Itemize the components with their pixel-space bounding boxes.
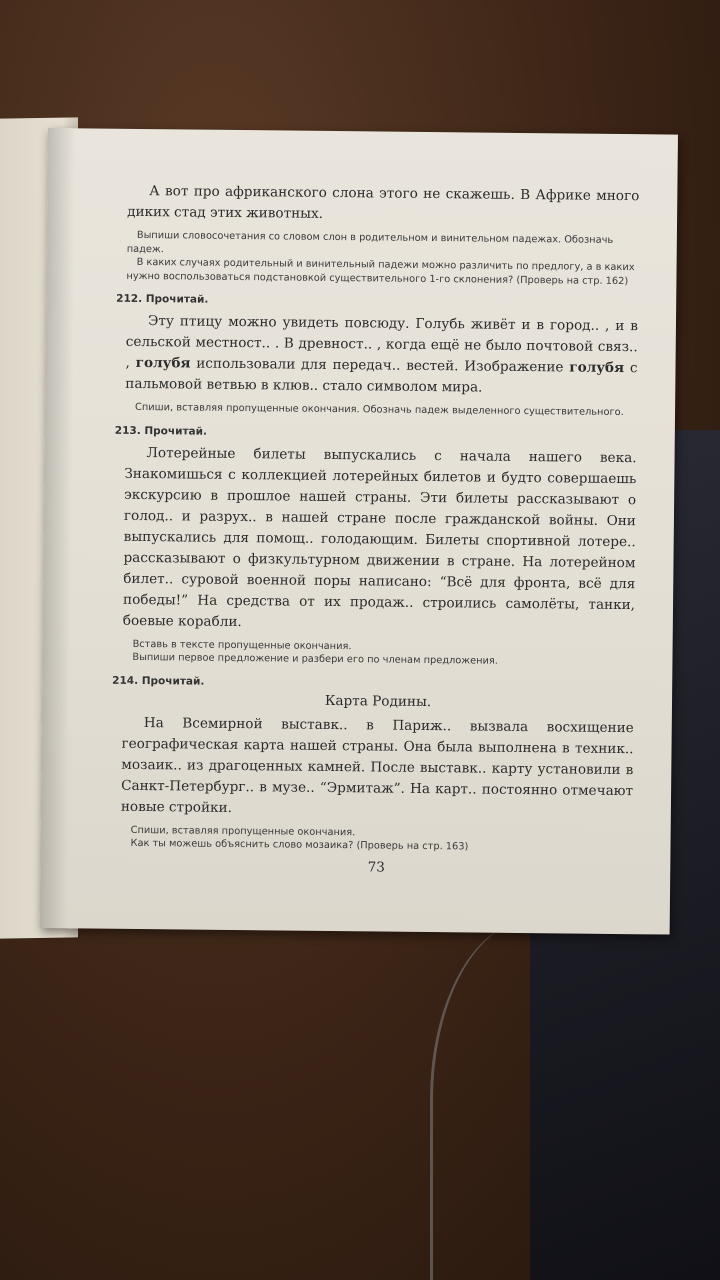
ex212-text-b: использовали для передач.. вестей. Изображение — [190, 355, 570, 376]
exercise-214-label: 214. Прочитай. — [112, 674, 205, 688]
ex212-text-a: Эту птицу можно увидеть повсюду. Голубь живёт и в город.. , и в сельской местност.. . В древност.. , когда ещё не было почтовой связ.. , — [125, 313, 639, 371]
intro-task-2: В каких случаях родительный и винительный падежи можно различить по предлогу, а в каких нужно воспользоваться подстановкой существительного 1-го склонения? (Проверь на стр. 162) — [126, 256, 635, 287]
exercise-213-task-1: Вставь в тексте пропущенные окончания. — [132, 638, 352, 652]
exercise-212-label: 212. Прочитай. — [116, 292, 209, 306]
exercise-212-text — [125, 311, 638, 400]
exercise-212-task: Спиши, вставляя пропущенные окончания. Обозначь падеж выделенного существительного. — [135, 401, 624, 419]
exercise-214-task-1: Спиши, вставляя пропущенные окончания. — [130, 824, 356, 838]
ex212-bold-2: голубя — [569, 359, 625, 377]
glass-tabletop-edge — [430, 920, 633, 1280]
exercise-214-task-2: Как ты можешь объяснить слово мозаика? (Проверь на стр. 163) — [130, 837, 469, 853]
exercise-213-text: Лотерейные билеты выпускались с начала нашего века. Знакомишься с коллекцией лотерейных билетов и будто совершаешь экскурсию в прошлое нашей страны. Эти билеты рассказывают о голод.. и разрух.. в нашей стране после гражданской войны. Они выпускались для помощ.. голодающим. Билеты спортивной лотере.. рассказывают о физкультурном движении в стране. На лотерейном билет.. суровой военной поры написано: “Всё для фронта, всё для победы!” На средства от их продаж.. строились самолёты, танки, боевые корабли. — [122, 444, 637, 630]
exercise-213-task-2: Выпиши первое предложение и разбери его по членам предложения. — [132, 651, 498, 667]
intro-task-1: Выпиши словосочетания со словом слон в родительном и винительном падежах. Обозначь падеж. — [126, 229, 614, 255]
exercise-213-label: 213. Прочитай. — [114, 424, 208, 438]
page-content — [112, 181, 640, 878]
intro-text: А вот про африканского слона этого не скажешь. В Африке много диких стад этих животных. — [127, 183, 640, 222]
textbook-page — [40, 128, 678, 935]
ex212-bold-1: голубя — [135, 354, 191, 372]
exercise-214-title: Карта Родины. — [324, 692, 432, 710]
exercise-214-text: На Всемирной выставк.. в Париж.. вызвала восхищение географическая карта нашей страны. Она была выполнена в техник.. мозаик.. из драгоценных камней. После выставк.. карту установили в Санкт-Петербург.. в музе.. “Эрмитаж”. На карт.. постоянно отмечают новые стройки. — [120, 714, 634, 816]
page-number: 73 — [367, 858, 385, 876]
ex212-text-c: с пальмовой ветвью в клюв.. стало символом мира. — [125, 360, 638, 396]
